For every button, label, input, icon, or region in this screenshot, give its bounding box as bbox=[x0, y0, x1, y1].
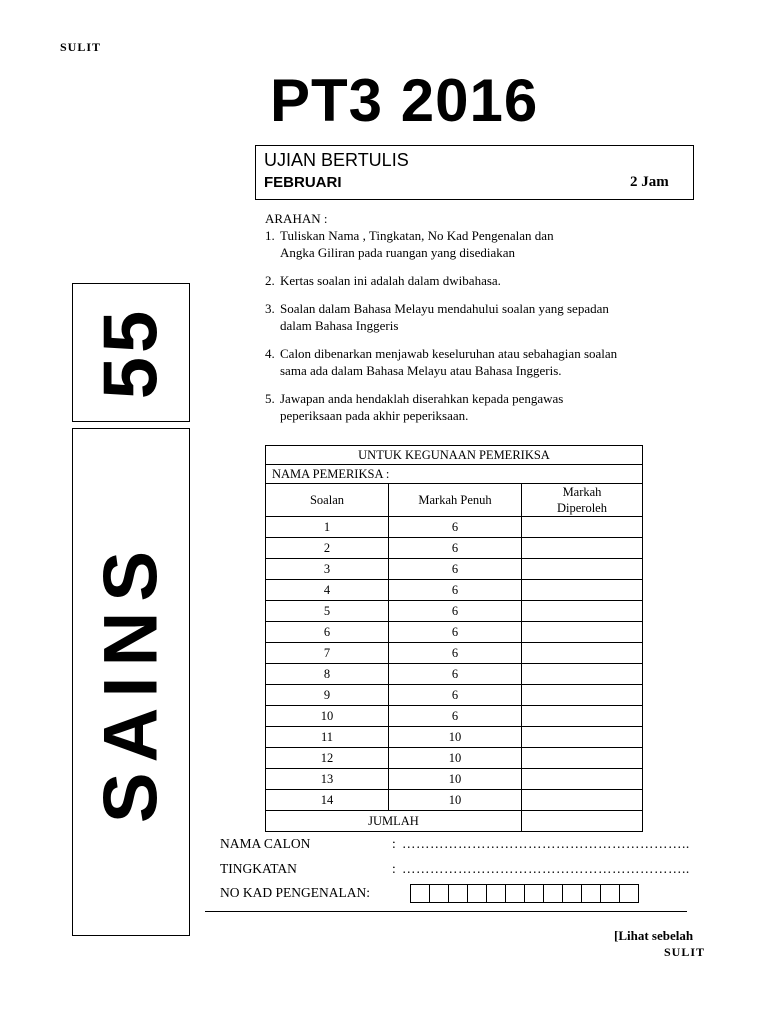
instruction-line: dalam Bahasa Inggeris bbox=[280, 318, 399, 333]
question-row bbox=[266, 727, 643, 748]
full-marks-cell: 6 bbox=[389, 685, 522, 706]
examiner-name-field[interactable]: NAMA PEMERIKSA : bbox=[266, 465, 643, 484]
question-number: 3 bbox=[266, 559, 389, 580]
candidate-name-colon: : bbox=[392, 836, 396, 851]
full-marks-cell: 6 bbox=[389, 706, 522, 727]
question-number: 1 bbox=[266, 517, 389, 538]
total-row bbox=[266, 811, 643, 832]
marks-obtained-cell[interactable] bbox=[522, 643, 643, 664]
marks-obtained-cell[interactable] bbox=[522, 559, 643, 580]
instruction-text bbox=[280, 345, 617, 379]
instruction-text bbox=[280, 227, 554, 261]
header-question: Soalan bbox=[266, 484, 389, 517]
ic-digit-box[interactable] bbox=[600, 884, 620, 903]
full-marks-cell: 6 bbox=[389, 580, 522, 601]
candidate-name-label: NAMA CALON bbox=[220, 836, 311, 851]
instruction-line: Calon dibenarkan menjawab keseluruhan atau sebahagian soalan bbox=[280, 346, 618, 361]
ic-digit-box[interactable] bbox=[524, 884, 544, 903]
marks-obtained-cell[interactable] bbox=[522, 664, 643, 685]
total-label: JUMLAH bbox=[266, 811, 522, 832]
full-marks-cell: 6 bbox=[389, 559, 522, 580]
instruction-line: Angka Giliran pada ruangan yang disediakan bbox=[280, 245, 516, 260]
instruction-item bbox=[265, 345, 705, 379]
paper-code-box bbox=[72, 283, 190, 422]
instruction-text bbox=[280, 390, 563, 424]
question-number: 4 bbox=[266, 580, 389, 601]
next-page-note: [Lihat sebelah bbox=[614, 928, 694, 943]
question-row bbox=[266, 517, 643, 538]
question-row bbox=[266, 643, 643, 664]
ic-digit-box[interactable] bbox=[467, 884, 487, 903]
question-row bbox=[266, 538, 643, 559]
question-row bbox=[266, 622, 643, 643]
marks-obtained-cell[interactable] bbox=[522, 622, 643, 643]
ic-digit-box[interactable] bbox=[448, 884, 468, 903]
marks-obtained-cell[interactable] bbox=[522, 727, 643, 748]
instruction-number: 3. bbox=[265, 301, 275, 316]
instruction-line: Kertas soalan ini adalah dalam dwibahasa. bbox=[280, 273, 501, 288]
candidate-form-label: TINGKATAN bbox=[220, 861, 297, 876]
instruction-text bbox=[280, 272, 501, 289]
ic-number-boxes bbox=[410, 884, 638, 903]
question-number: 6 bbox=[266, 622, 389, 643]
instruction-number: 1. bbox=[265, 228, 275, 243]
full-marks-cell: 10 bbox=[389, 790, 522, 811]
marks-obtained-cell[interactable] bbox=[522, 748, 643, 769]
instruction-number: 2. bbox=[265, 273, 275, 288]
question-number: 5 bbox=[266, 601, 389, 622]
full-marks-cell: 6 bbox=[389, 538, 522, 559]
full-marks-cell: 6 bbox=[389, 517, 522, 538]
ic-digit-box[interactable] bbox=[562, 884, 582, 903]
full-marks-cell: 6 bbox=[389, 643, 522, 664]
ic-digit-box[interactable] bbox=[429, 884, 449, 903]
total-marks-cell[interactable] bbox=[522, 811, 643, 832]
instruction-number: 4. bbox=[265, 346, 275, 361]
instruction-line: Tuliskan Nama , Tingkatan, No Kad Pengenalan dan bbox=[280, 228, 554, 243]
instruction-line: Soalan dalam Bahasa Melayu mendahului soalan yang sepadan bbox=[280, 301, 609, 316]
marks-obtained-cell[interactable] bbox=[522, 601, 643, 622]
subject-box bbox=[72, 428, 190, 936]
question-number: 7 bbox=[266, 643, 389, 664]
examiner-table-title-row bbox=[266, 446, 643, 465]
ic-digit-box[interactable] bbox=[581, 884, 601, 903]
instruction-text bbox=[280, 300, 609, 334]
instruction-line: sama ada dalam Bahasa Melayu atau Bahasa Inggeris. bbox=[280, 363, 562, 378]
instruction-item bbox=[265, 300, 705, 334]
header-full-marks: Markah Penuh bbox=[389, 484, 522, 517]
question-row bbox=[266, 790, 643, 811]
question-row bbox=[266, 559, 643, 580]
candidate-form-colon: : bbox=[392, 861, 396, 876]
examiner-table bbox=[265, 445, 643, 832]
instruction-number: 5. bbox=[265, 391, 275, 406]
examiner-table-header-row bbox=[266, 484, 643, 517]
full-marks-cell: 10 bbox=[389, 769, 522, 790]
header-marks-obtained bbox=[522, 484, 643, 517]
exam-type-title: UJIAN BERTULIS bbox=[264, 150, 409, 170]
header-marks-obtained-line2: Diperoleh bbox=[557, 501, 607, 515]
question-number: 8 bbox=[266, 664, 389, 685]
instructions-list bbox=[265, 227, 705, 424]
question-row bbox=[266, 769, 643, 790]
question-number: 13 bbox=[266, 769, 389, 790]
ic-digit-box[interactable] bbox=[505, 884, 525, 903]
candidate-form-field[interactable]: …………………………………………………….. bbox=[402, 861, 690, 876]
exam-year-title: PT3 2016 bbox=[270, 67, 539, 134]
instruction-line: peperiksaan pada akhir peperiksaan. bbox=[280, 408, 469, 423]
question-row bbox=[266, 685, 643, 706]
subject-name: SAINS bbox=[88, 540, 174, 824]
question-row bbox=[266, 748, 643, 769]
marks-obtained-cell[interactable] bbox=[522, 685, 643, 706]
question-row bbox=[266, 601, 643, 622]
instruction-item bbox=[265, 227, 705, 261]
header-marks-obtained-line1: Markah bbox=[562, 485, 602, 499]
full-marks-cell: 10 bbox=[389, 748, 522, 769]
examiner-name-row bbox=[266, 465, 643, 484]
marks-obtained-cell[interactable] bbox=[522, 538, 643, 559]
exam-month: FEBRUARI bbox=[264, 174, 342, 191]
instruction-line: Jawapan anda hendaklah diserahkan kepada pengawas bbox=[280, 391, 564, 406]
ic-digit-box[interactable] bbox=[486, 884, 506, 903]
ic-digit-box[interactable] bbox=[619, 884, 639, 903]
candidate-ic-label: NO KAD PENGENALAN: bbox=[220, 885, 370, 900]
confidential-label-top: SULIT bbox=[60, 40, 102, 54]
marks-obtained-cell[interactable] bbox=[522, 769, 643, 790]
question-row bbox=[266, 664, 643, 685]
paper-code: 55 bbox=[88, 306, 174, 399]
instructions bbox=[265, 210, 705, 424]
instruction-item bbox=[265, 272, 705, 289]
full-marks-cell: 6 bbox=[389, 664, 522, 685]
candidate-name-field[interactable]: …………………………………………………….. bbox=[402, 836, 690, 851]
marks-obtained-cell[interactable] bbox=[522, 580, 643, 601]
question-number: 2 bbox=[266, 538, 389, 559]
instructions-heading: ARAHAN : bbox=[265, 211, 328, 226]
ic-digit-box[interactable] bbox=[410, 884, 430, 903]
ic-digit-box[interactable] bbox=[543, 884, 563, 903]
question-row bbox=[266, 706, 643, 727]
examiner-table-title: UNTUK KEGUNAAN PEMERIKSA bbox=[266, 446, 643, 465]
full-marks-cell: 6 bbox=[389, 622, 522, 643]
marks-obtained-cell[interactable] bbox=[522, 517, 643, 538]
marks-obtained-cell[interactable] bbox=[522, 706, 643, 727]
instruction-item bbox=[265, 390, 705, 424]
full-marks-cell: 10 bbox=[389, 727, 522, 748]
question-row bbox=[266, 580, 643, 601]
exam-duration: 2 Jam bbox=[630, 174, 669, 190]
question-number: 9 bbox=[266, 685, 389, 706]
divider-line bbox=[205, 911, 687, 912]
question-number: 10 bbox=[266, 706, 389, 727]
marks-obtained-cell[interactable] bbox=[522, 790, 643, 811]
full-marks-cell: 6 bbox=[389, 601, 522, 622]
question-number: 14 bbox=[266, 790, 389, 811]
question-number: 11 bbox=[266, 727, 389, 748]
question-number: 12 bbox=[266, 748, 389, 769]
confidential-label-bottom: SULIT bbox=[664, 945, 706, 959]
